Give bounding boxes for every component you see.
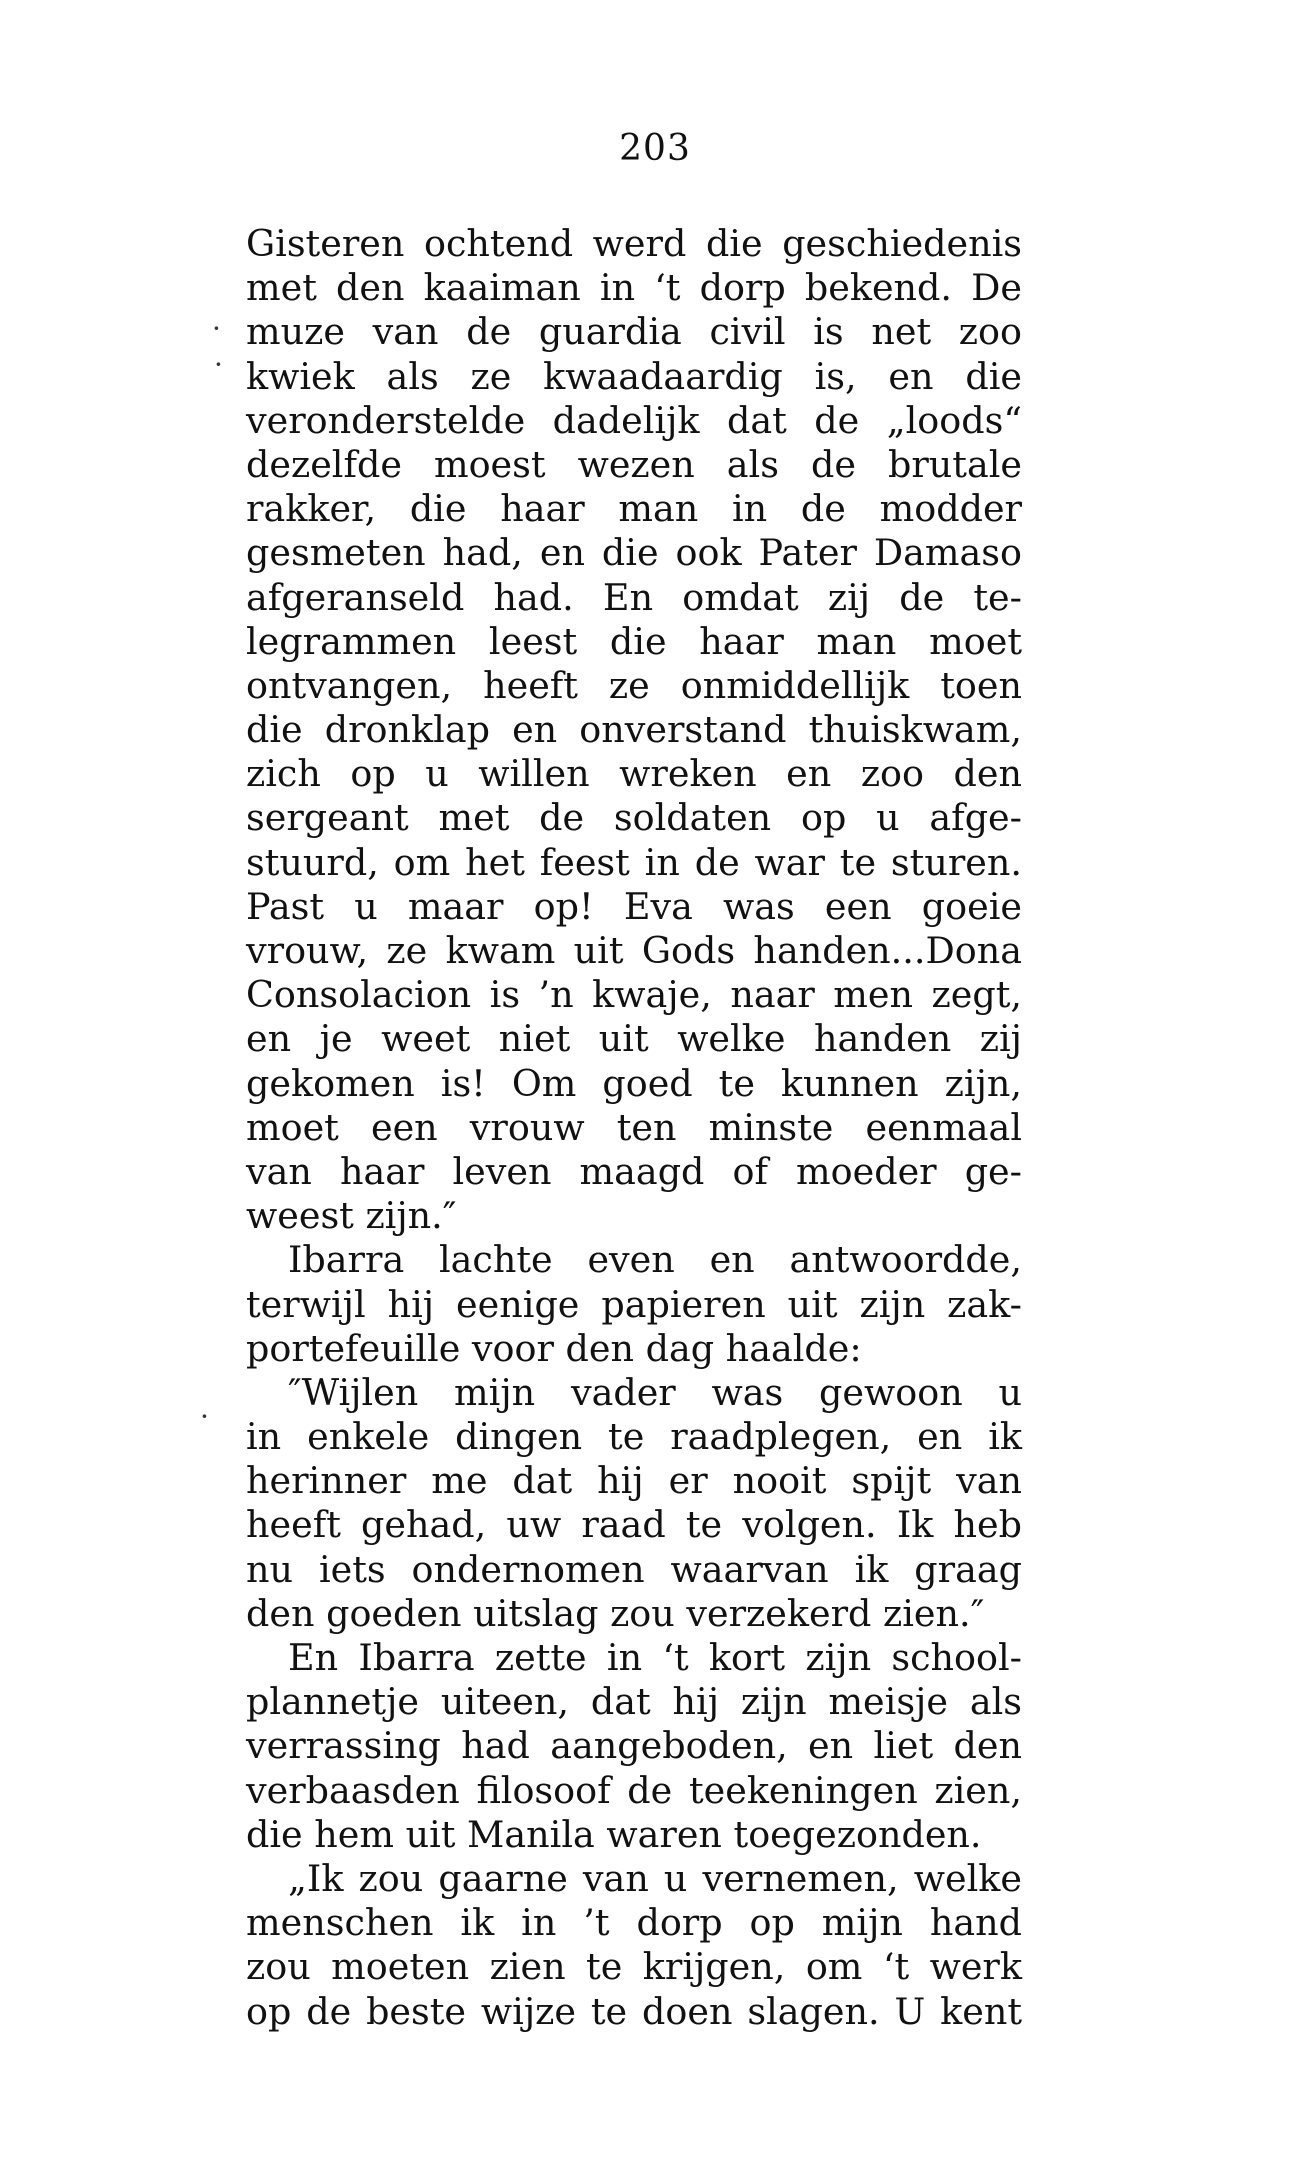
text-line: den goeden uitslag zou verzekerd zien.″ (246, 1591, 985, 1635)
margin-dot: · (214, 348, 223, 381)
text-line: gekomen is! Om goed te kunnen zijn, (246, 1061, 1022, 1105)
text-line: sergeant met de soldaten op u afge- (246, 796, 1022, 840)
text-line: weest zijn.″ (246, 1194, 457, 1238)
text-line: met den kaaiman in ‘t dorp bekend. De (246, 266, 1022, 310)
text-line: nu iets ondernomen waarvan ik graag (246, 1547, 1022, 1591)
text-line: herinner me dat hij er nooit spijt van (246, 1459, 1022, 1503)
text-line: En Ibarra zette in ‘t kort zijn school- (288, 1636, 1022, 1679)
text-line: op de beste wijze te doen slagen. U kent (246, 1989, 1022, 2033)
text-line: stuurd, om het feest in de war te sturen. (246, 840, 1022, 884)
text-line: en je weet niet uit welke handen zij (246, 1017, 1022, 1061)
text-line: vrouw, ze kwam uit Gods handen...Dona (246, 929, 1022, 972)
text-line: Consolacion is ’n kwaje, naar men zegt, (246, 973, 1022, 1017)
text-line: portefeuille voor den dag haalde: (246, 1326, 862, 1370)
text-line: „Ik zou gaarne van u vernemen, welke (288, 1856, 1022, 1900)
text-line: menschen ik in ’t dorp op mijn hand (246, 1901, 1022, 1945)
text-line: kwiek als ze kwaadaardig is, en die (246, 354, 1022, 398)
text-line: plannetje uiteen, dat hij zijn meisje als (246, 1680, 1022, 1724)
text-line: terwijl hij eenige papieren uit zijn zak- (246, 1282, 1022, 1326)
text-line: Ibarra lachte even en antwoordde, (288, 1238, 1022, 1282)
text-line: zou moeten zien te krijgen, om ‘t werk (246, 1945, 1022, 1989)
text-line: gesmeten had, en die ook Pater Damaso (246, 531, 1022, 575)
text-line: in enkele dingen te raadplegen, en ik (246, 1415, 1022, 1459)
text-line: muze van de guardia civil is net zoo (246, 310, 1022, 354)
text-line: die hem uit Manila waren toegezonden. (246, 1812, 982, 1856)
text-line: ″Wijlen mijn vader was gewoon u (288, 1370, 1022, 1414)
text-line: zich op u willen wreken en zoo den (246, 752, 1022, 796)
text-line: verrassing had aangeboden, en liet den (246, 1724, 1022, 1768)
text-line: die dronklap en onverstand thuiskwam, (246, 708, 1022, 752)
text-line: rakker, die haar man in de modder (246, 487, 1022, 531)
text-line: ontvangen, heeft ze onmiddellijk toen (246, 663, 1022, 707)
text-line: moet een vrouw ten minste eenmaal (246, 1105, 1022, 1149)
margin-dot: · (200, 1400, 209, 1433)
text-line: heeft gehad, uw raad te volgen. Ik heb (246, 1503, 1022, 1547)
text-line: van haar leven maagd of moeder ge- (246, 1149, 1022, 1193)
text-line: dezelfde moest wezen als de brutale (246, 442, 1022, 486)
page-number: 203 (619, 128, 691, 169)
body-text (246, 222, 1022, 2034)
text-line: Gisteren ochtend werd die geschiedenis (246, 222, 1022, 265)
text-line: legrammen leest die haar man moet (246, 619, 1022, 663)
text-line: veronderstelde dadelijk dat de „loods“ (246, 398, 1022, 442)
text-line: verbaasden filosoof de teekeningen zien, (246, 1768, 1022, 1812)
margin-dot: · (212, 312, 221, 345)
text-line: Past u maar op! Eva was een goeie (246, 884, 1022, 928)
text-line: afgeranseld had. En omdat zij de te- (246, 575, 1022, 619)
